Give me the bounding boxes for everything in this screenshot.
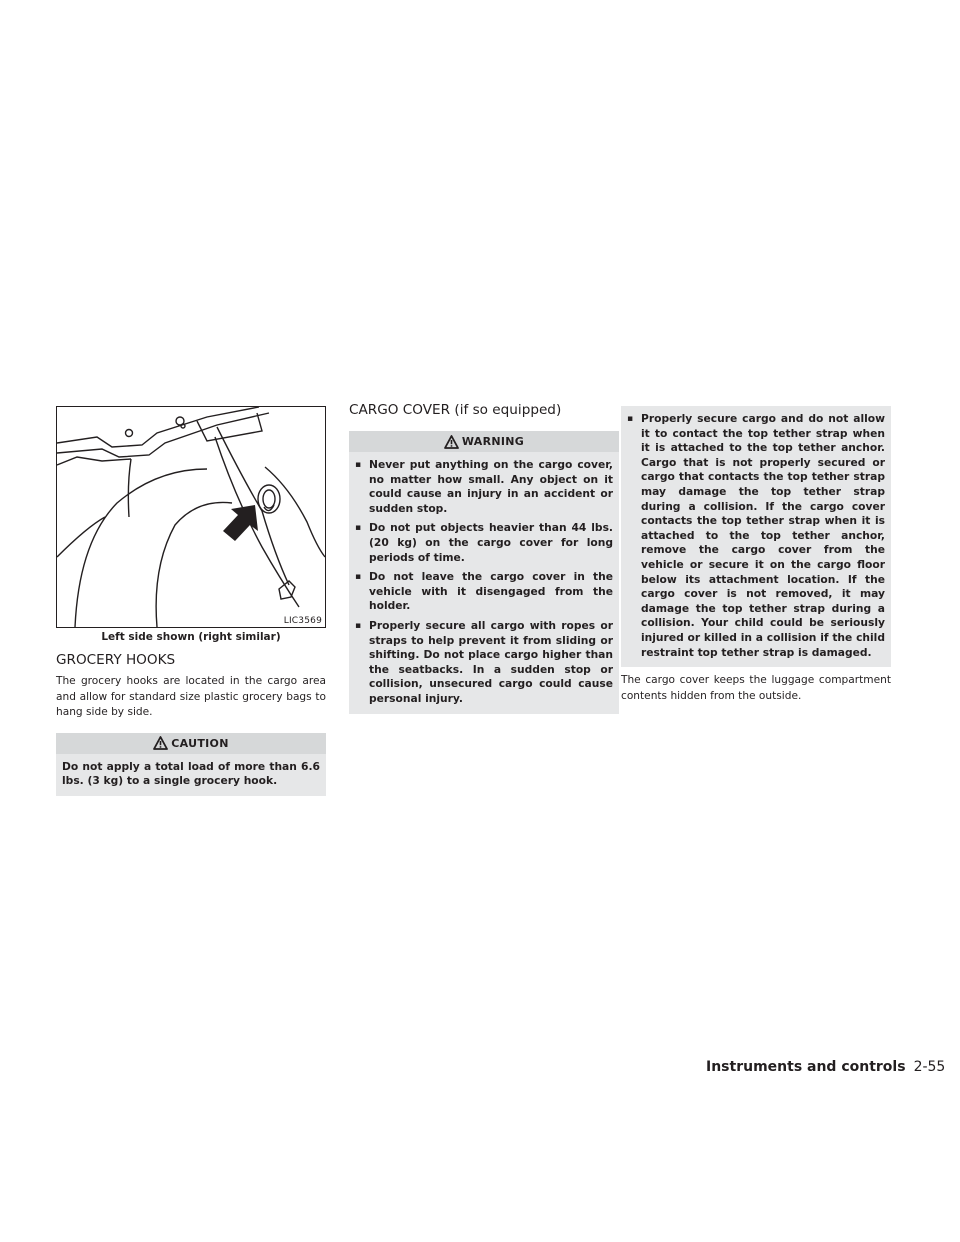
- figure-caption: Left side shown (right similar): [101, 631, 281, 643]
- warning-title: WARNING: [461, 435, 525, 448]
- warning-item: ▪ Properly secure all cargo with ropes or straps to help prevent it from sliding or shifting. Do not place cargo higher than the seatbacks. In a sudden stop or collision, unsecured cargo could cause personal injury.: [355, 619, 613, 707]
- cargo-area-illustration: [57, 407, 325, 627]
- figure-code: LIC3569: [283, 616, 322, 626]
- section-heading-cargo-cover: CARGO COVER (if so equipped): [349, 402, 562, 418]
- grocery-hooks-description: The grocery hooks are located in the cargo area and allow for standard size plastic grocery bags to hang side by side.: [56, 675, 326, 719]
- page-number: 2-55: [913, 1059, 946, 1075]
- warning-box: [349, 431, 619, 714]
- caution-text: Do not apply a total load of more than 6.6 lbs. (3 kg) to a single grocery hook.: [56, 754, 326, 796]
- warning-triangle-icon: [153, 736, 168, 750]
- warning-item: ▪ Properly secure cargo and do not allow it to contact the top tether strap when it is attached to the top tether anchor. Cargo that is not properly secured or cargo that contacts the top tether strap may damage the top tether strap during a collision. If the cargo cover contacts the top tether strap when it is attached to the top tether anchor, remove the cargo cover from the vehicle or secure it on the cargo floor below its attachment location. If the cargo cover is not removed, it may damage the top tether strap during a collision. Your child could be seriously injured or killed in a collision if the child restraint top tether strap is damaged.: [627, 412, 885, 660]
- grocery-hook-figure: [56, 406, 326, 628]
- caution-title: CAUTION: [171, 736, 229, 750]
- section-heading-grocery-hooks: GROCERY HOOKS: [56, 652, 176, 668]
- warning-list-part-2: [621, 406, 891, 667]
- arrow-icon: [223, 505, 258, 541]
- warning-item: ▪ Do not leave the cargo cover in the vehicle with it disengaged from the holder.: [355, 570, 613, 614]
- warning-header: [349, 431, 619, 452]
- caution-box: [56, 733, 326, 796]
- right-column: [621, 406, 891, 704]
- cargo-cover-description: The cargo cover keeps the luggage compartment contents hidden from the outside.: [621, 674, 891, 702]
- left-column: [56, 406, 326, 796]
- warning-triangle-icon: [444, 435, 459, 449]
- caution-header: [56, 733, 326, 754]
- page-footer: [706, 1059, 945, 1075]
- footer-section-title: Instruments and controls: [706, 1059, 906, 1075]
- warning-item: ▪ Do not put objects heavier than 44 lbs. (20 kg) on the cargo cover for long periods of time.: [355, 521, 613, 565]
- warning-item: ▪ Never put anything on the cargo cover, no matter how small. Any object on it could cause an injury in an accident or sudden stop.: [355, 458, 613, 516]
- warning-list-part-1: [349, 452, 619, 714]
- middle-column: [349, 402, 619, 714]
